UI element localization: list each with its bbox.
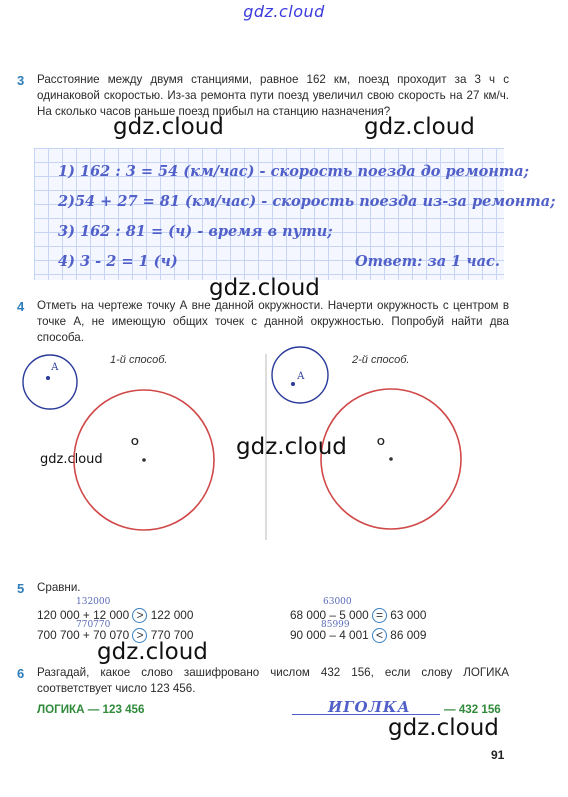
watermark: gdz.cloud — [97, 639, 208, 665]
compare-row-4: 90 000 – 4 001 < 86 009 — [290, 628, 427, 643]
task3-answer: Ответ: за 1 час. — [355, 253, 500, 270]
task3-text: Расстояние между двумя станциями, равное 162 км, поезд проходит за 3 ч с одинаковой скоростью. Из-за ремонта пути поезд увеличил свою скорость на 27 км/ч. На сколько часов раньше поезд прибыл на станцию назначения? — [37, 73, 509, 118]
method2-caption: 2-й способ. — [352, 354, 410, 366]
compare-sign-2: > — [132, 628, 147, 643]
watermark: gdz.cloud — [364, 114, 475, 140]
watermark: gdz.cloud — [388, 715, 499, 741]
compare-note-1: 132000 — [76, 597, 111, 607]
compare-row-1: 120 000 + 12 000 > 122 000 — [37, 608, 194, 623]
point-o-method1 — [142, 458, 146, 462]
task3-line-1: 1) 162 : 3 = 54 (км/час) - скорость поезда до ремонта; — [58, 163, 530, 180]
compare-note-2: 770770 — [76, 620, 111, 630]
label-o-method1: О — [131, 437, 139, 448]
task4-text: Отметь на чертеже точку А вне данной окружности. Начерти окружность с центром в точке А, не имеющую общих точек с данной окружностью. Попробуй найти два способа. — [37, 299, 509, 344]
circle-a-method1 — [23, 355, 77, 409]
task3-line-4: 4) 3 - 2 = 1 (ч) — [58, 253, 178, 270]
watermark: gdz.cloud — [113, 114, 224, 140]
task4-number: 4 — [17, 299, 25, 314]
point-o-method2 — [389, 457, 393, 461]
watermark: gdz.cloud — [236, 434, 347, 460]
task3-number: 3 — [17, 73, 25, 88]
watermark-top: gdz.cloud — [243, 2, 325, 21]
task3-line-2: 2)54 + 27 = 81 (км/час) - скорость поезда из-за ремонта; — [58, 193, 556, 210]
compare-note-4: 85999 — [321, 620, 350, 630]
compare-sign-4: < — [372, 628, 387, 643]
page-number: 91 — [491, 748, 505, 762]
compare-note-3: 63000 — [323, 597, 352, 607]
task6-answer: ИГОЛКА — [328, 698, 411, 716]
compare-sign-1: > — [132, 608, 147, 623]
task5-title: Сравни. — [37, 581, 81, 594]
compare-row-3: 68 000 – 5 000 = 63 000 — [290, 608, 427, 623]
task5-number: 5 — [17, 581, 25, 596]
task3-line-3: 3) 162 : 81 = (ч) - время в пути; — [58, 223, 333, 240]
task6-given: ЛОГИКА — 123 456 — [37, 703, 145, 716]
task6-code: — 432 156 — [444, 703, 501, 716]
compare-row-2: 700 700 + 70 070 > 770 700 — [37, 628, 194, 643]
compare-sign-3: = — [372, 608, 387, 623]
watermark: gdz.cloud — [40, 452, 103, 467]
method1-caption: 1-й способ. — [110, 354, 168, 366]
point-a-method1 — [46, 376, 50, 380]
label-a-method2: А — [297, 371, 305, 382]
watermark: gdz.cloud — [209, 275, 320, 301]
point-a-method2 — [291, 382, 295, 386]
task6-number: 6 — [17, 666, 25, 681]
label-a-method1: А — [51, 362, 59, 373]
task6-text: Разгадай, какое слово зашифровано числом 432 156, если слову ЛОГИКА соответствует число 123 456. — [37, 666, 509, 695]
label-o-method2: О — [377, 437, 385, 448]
